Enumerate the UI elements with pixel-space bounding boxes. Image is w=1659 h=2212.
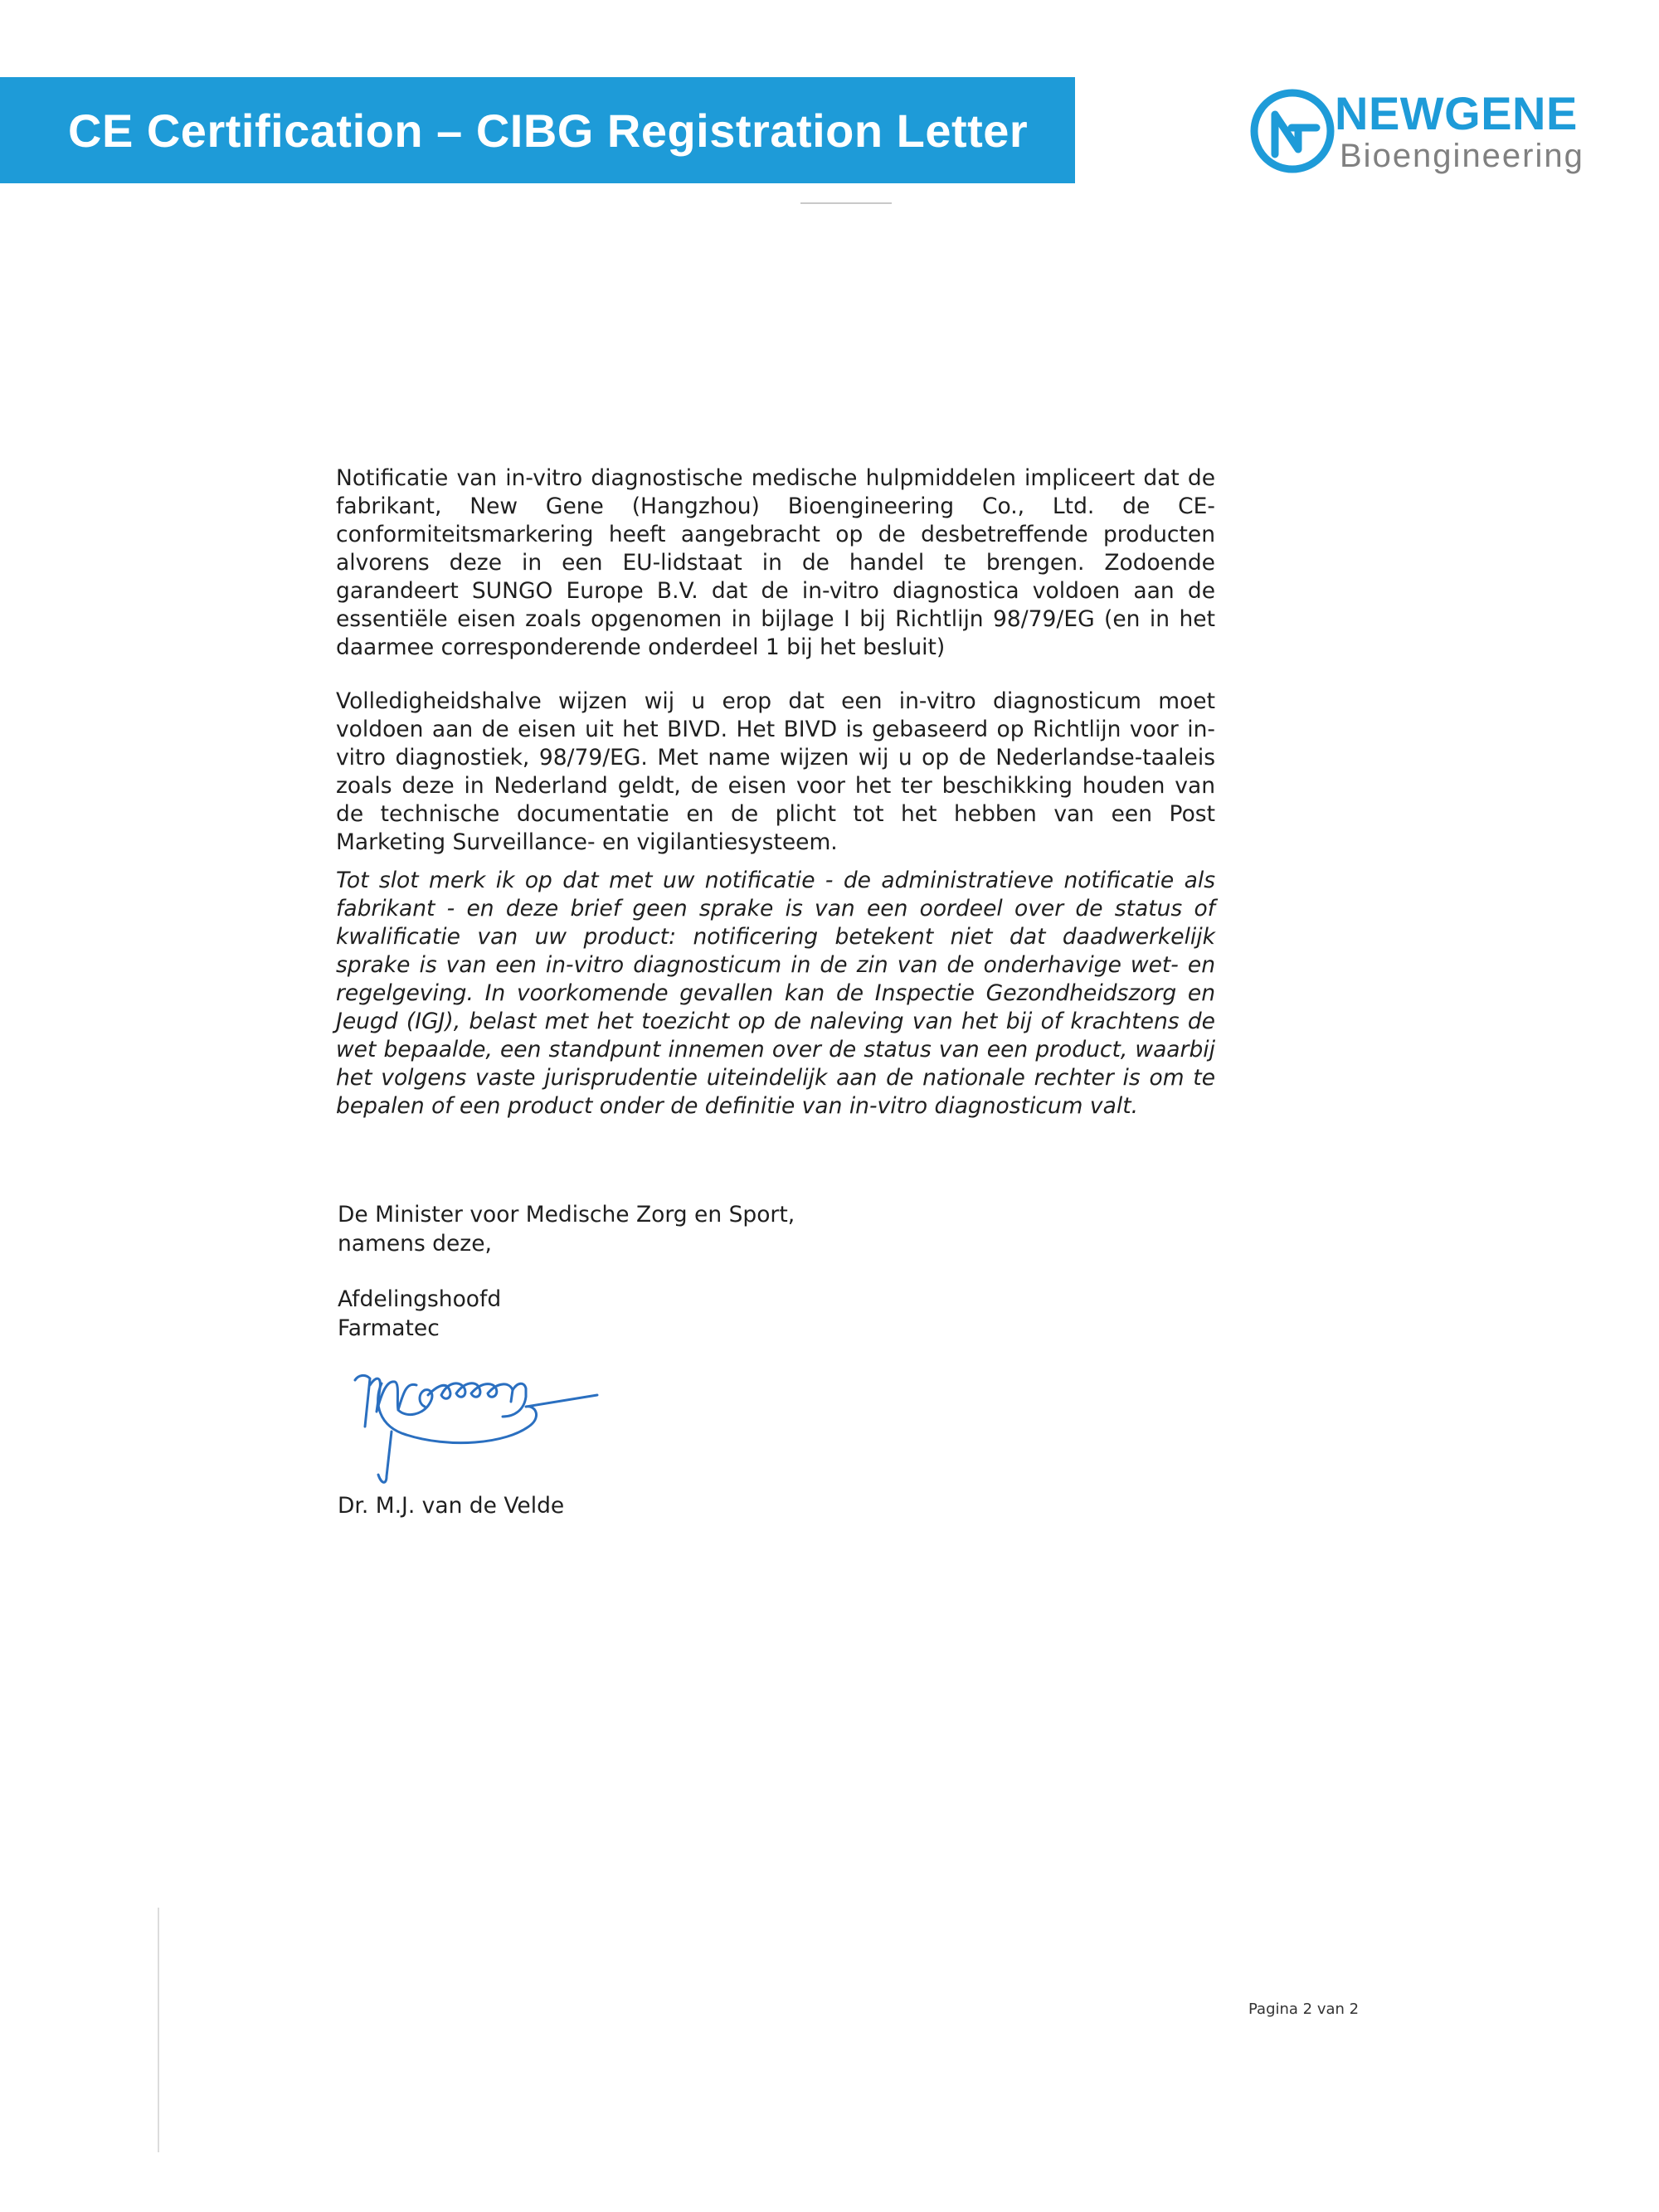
scan-artifact-line: [800, 202, 892, 204]
logo-subtitle: Bioengineering: [1340, 138, 1584, 174]
logo-wordmark: NEWGENE: [1335, 87, 1578, 139]
closing-department: Farmatec: [338, 1315, 440, 1341]
letter-paragraph-2: [336, 688, 1215, 857]
page-title: CE Certification – CIBG Registration Letter: [68, 104, 1029, 157]
letter-paragraph-1: [336, 464, 1215, 662]
closing-minister: De Minister voor Medische Zorg en Sport,: [338, 1202, 795, 1228]
paragraph-text: Notificatie van in-vitro diagnostische medische hulpmiddelen impliceert dat de fabrikant, New Gene (Hangzhou) Bioengineering Co., Ltd. de CE-conformiteitsmarkering heeft aangebracht op de desbetreffende producten alvorens deze in een EU-lidstaat in de handel te brengen. Zodoende garandeert SUNGO Europe B.V. dat de in-vitro diagnostica voldoen aan de essentiële eisen zoals opgenomen in bijlage I bij Richtlijn 98/79/EG (en in het daarmee corresponderende onderdeel 1 bij het besluit): [336, 465, 1215, 660]
page-number: Pagina 2 van 2: [1248, 2001, 1360, 2018]
newgene-logo-icon: [1248, 85, 1336, 176]
title-banner: [0, 77, 1075, 183]
letter-paragraph-3: [336, 867, 1215, 1121]
handwritten-signature: [348, 1352, 730, 1497]
paragraph-text: Volledigheidshalve wijzen wij u erop dat een in-vitro diagnosticum moet voldoen aan de eisen uit het BIVD. Het BIVD is gebaseerd op Richtlijn voor in-vitro diagnostiek, 98/79/EG. Met name wijzen wij u op de Nederlandse-taaleis zoals deze in Nederland geldt, de eisen voor het ter beschikking houden van de technische documentatie en de plicht tot het hebben van een Post Marketing Surveillance- en vigilantiesysteem.: [336, 688, 1215, 855]
closing-role: Afdelingshoofd: [338, 1286, 502, 1312]
company-logo: [1248, 81, 1584, 182]
signatory-name: Dr. M.J. van de Velde: [338, 1493, 565, 1519]
closing-on-behalf: namens deze,: [338, 1231, 492, 1257]
paragraph-text: Tot slot merk ik op dat met uw notificatie - de administratieve notificatie als fabrikant - en deze brief geen sprake is van een oordeel over de status of kwalificatie van uw product: notificering betekent niet dat daadwerkelijk sprake is van een in-vitro diagnosticum in de zin van de onderhavige wet- en regelgeving. In voorkomende gevallen kan de Inspectie Gezondheidszorg en Jeugd (IGJ), belast met het toezicht op de naleving van het bij of krachtens de wet bepaalde, een standpunt innemen over de status van een product, waarbij het volgens vaste jurisprudentie uiteindelijk aan de nationale rechter is om te bepalen of een product onder de definitie van in-vitro diagnosticum valt.: [336, 868, 1215, 1119]
scan-edge-line: [158, 1908, 159, 2152]
